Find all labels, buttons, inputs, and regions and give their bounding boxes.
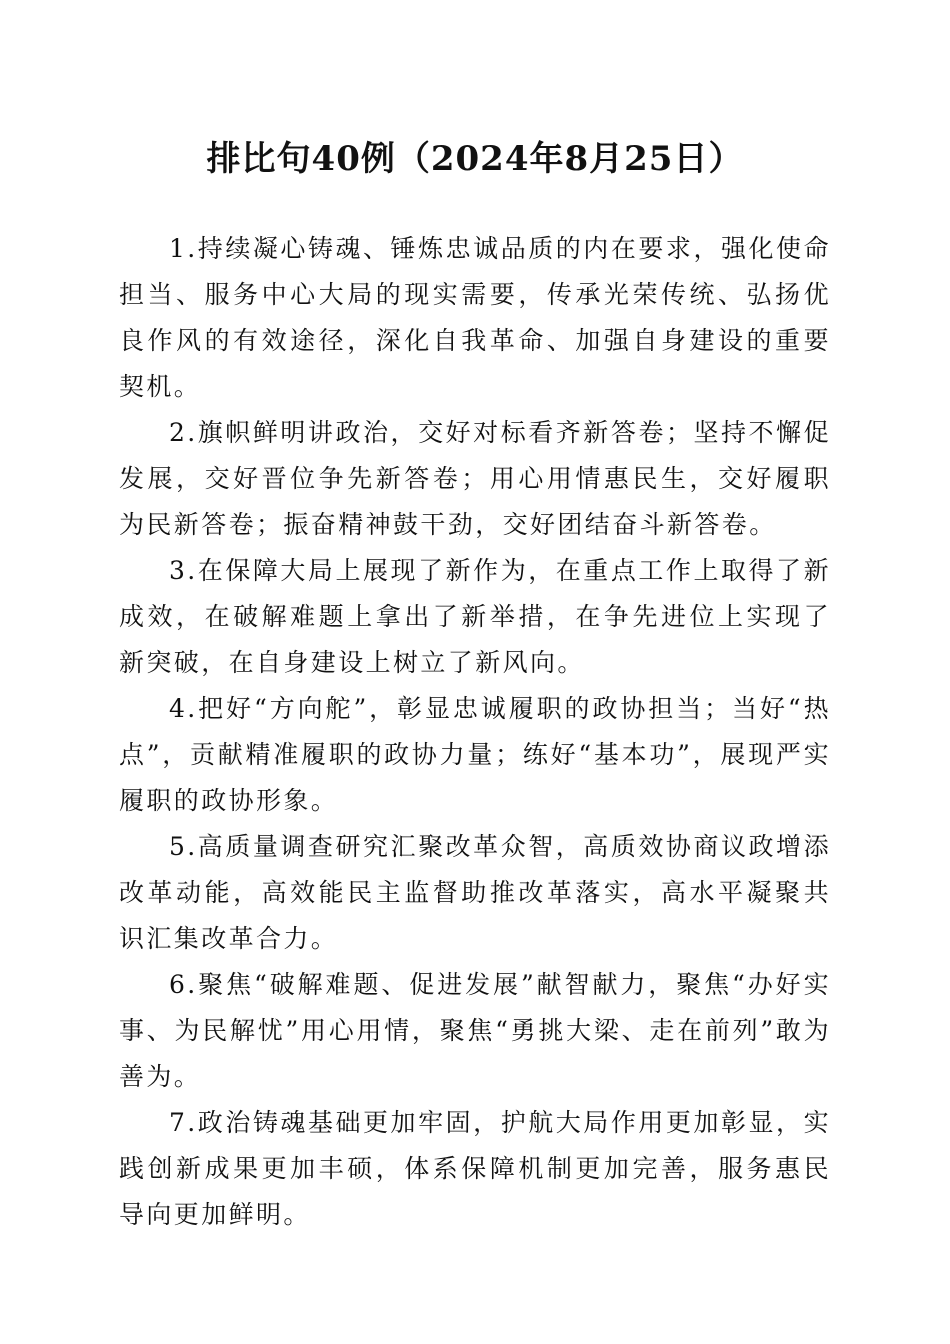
document-body <box>119 226 831 1238</box>
paragraph-3: 3.在保障大局上展现了新作为，在重点工作上取得了新成效，在破解难题上拿出了新举措，在争先进位上实现了新突破，在自身建设上树立了新风向。 <box>119 556 831 677</box>
paragraph-2: 2.旗帜鲜明讲政治，交好对标看齐新答卷；坚持不懈促发展，交好晋位争先新答卷；用心用情惠民生，交好履职为民新答卷；振奋精神鼓干劲，交好团结奋斗新答卷。 <box>119 418 831 539</box>
paragraph-1: 1.持续凝心铸魂、锤炼忠诚品质的内在要求，强化使命担当、服务中心大局的现实需要，传承光荣传统、弘扬优良作风的有效途径，深化自我革命、加强自身建设的重要契机。 <box>119 234 831 401</box>
paragraph-5: 5.高质量调查研究汇聚改革众智，高质效协商议政增添改革动能，高效能民主监督助推改革落实，高水平凝聚共识汇集改革合力。 <box>119 832 831 953</box>
paragraph-4: 4.把好“方向舵”，彰显忠诚履职的政协担当；当好“热点”，贡献精准履职的政协力量；练好“基本功”，展现严实履职的政协形象。 <box>119 694 831 815</box>
paragraph-7: 7.政治铸魂基础更加牢固，护航大局作用更加彰显，实践创新成果更加丰硕，体系保障机制更加完善，服务惠民导向更加鲜明。 <box>119 1108 831 1229</box>
paragraph-6: 6.聚焦“破解难题、促进发展”献智献力，聚焦“办好实事、为民解忧”用心用情，聚焦“勇挑大梁、走在前列”敢为善为。 <box>119 970 831 1091</box>
document-title: 排比句40例（2024年8月25日） <box>206 139 744 179</box>
